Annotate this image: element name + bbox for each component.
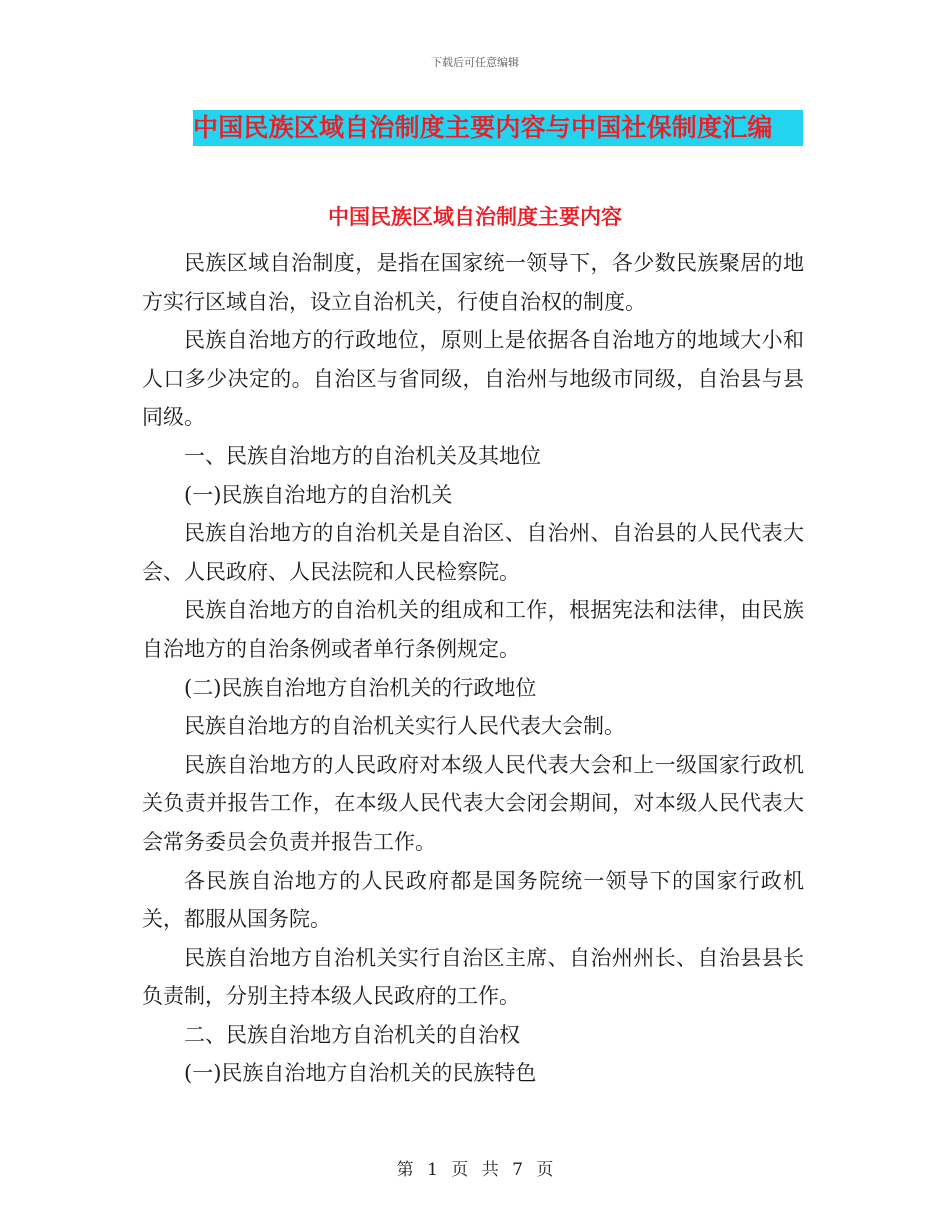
heading-level-1: 二、民族自治地方自治机关的自治权	[184, 1022, 520, 1047]
heading-level-1: 一、民族自治地方的自治机关及其地位	[184, 443, 541, 468]
paragraph: 民族自治地方的行政地位，原则上是依据各自治地方的地域大小和人口多少决定的。自治区与省同级，自治州与地级市同级，自治县与县同级。	[142, 328, 804, 430]
paragraph: 民族自治地方的自治机关是自治区、自治州、自治县的人民代表大会、人民政府、人民法院和人民检察院。	[142, 521, 804, 584]
paragraph: 民族自治地方的自治机关的组成和工作，根据宪法和法律，由民族自治地方的自治条例或者单行条例规定。	[142, 598, 804, 661]
paragraph: 各民族自治地方的人民政府都是国务院统一领导下的国家行政机关，都服从国务院。	[142, 868, 804, 932]
section-title: 中国民族区域自治制度主要内容	[328, 205, 622, 229]
page-number-footer: 第 1 页 共 7 页	[396, 1160, 554, 1180]
heading-level-2: (一)民族自治地方自治机关的民族特色	[184, 1061, 537, 1086]
document-body	[142, 244, 804, 1093]
heading-level-2: (一)民族自治地方的自治机关	[184, 482, 453, 507]
heading-level-2: (二)民族自治地方自治机关的行政地位	[184, 675, 537, 700]
document-main-title: 中国民族区域自治制度主要内容与中国社保制度汇编	[193, 110, 803, 146]
paragraph: 民族自治地方的自治机关实行人民代表大会制。	[184, 714, 625, 739]
paragraph: 民族自治地方自治机关实行自治区主席、自治州州长、自治县县长负责制，分别主持本级人民政府的工作。	[142, 945, 804, 1009]
paragraph: 民族自治地方的人民政府对本级人民代表大会和上一级国家行政机关负责并报告工作，在本级人民代表大会闭会期间，对本级人民代表大会常务委员会负责并报告工作。	[142, 752, 804, 854]
page-header-note: 下载后可任意编辑	[431, 56, 519, 69]
paragraph: 民族区域自治制度，是指在国家统一领导下，各少数民族聚居的地方实行区域自治，设立自治机关，行使自治权的制度。	[142, 251, 804, 314]
